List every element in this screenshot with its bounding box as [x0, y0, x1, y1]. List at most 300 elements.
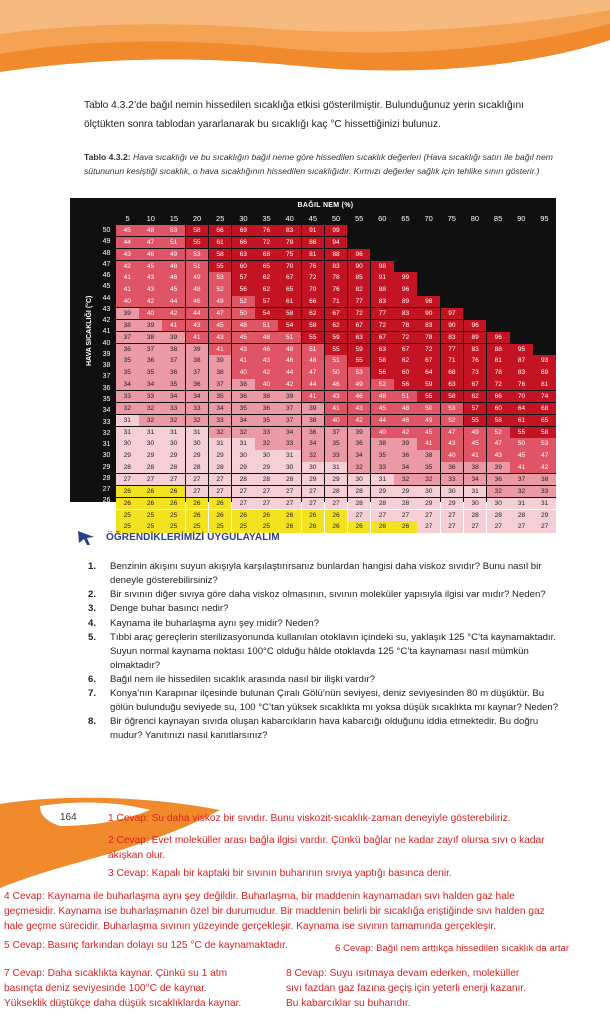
table-cell: 78 — [394, 320, 417, 331]
table-cell: 53 — [533, 438, 556, 449]
table-cell: 34 — [162, 391, 185, 402]
table-cell: 28 — [139, 462, 162, 473]
table-cell: 71 — [325, 296, 348, 307]
table-cell: 43 — [209, 332, 232, 343]
table-cell: 63 — [441, 379, 464, 390]
table-cell: 55 — [464, 415, 487, 426]
table-cell: 89 — [464, 332, 487, 343]
humidity-column-header: 35 — [262, 214, 271, 223]
table-cell: 76 — [325, 284, 348, 295]
table-cell: 34 — [394, 462, 417, 473]
table-cell: 39 — [116, 308, 139, 319]
table-cell: 46 — [255, 344, 278, 355]
answer-7-line: Yükseklik düştükçe daha düşük sıcaklıklarda kaynar. — [4, 998, 242, 1009]
table-cell: 26 — [302, 521, 325, 532]
table-cell: 41 — [209, 344, 232, 355]
table-cell: 57 — [464, 403, 487, 414]
table-cell: 54 — [278, 320, 301, 331]
table-cell: 48 — [162, 261, 185, 272]
table-cell: 50 — [510, 438, 533, 449]
table-cell: 72 — [255, 237, 278, 248]
table-cell: 40 — [255, 379, 278, 390]
humidity-column-header: 70 — [424, 214, 433, 223]
table-cell: 83 — [394, 308, 417, 319]
table-cell: 29 — [441, 498, 464, 509]
table-cell: 33 — [533, 486, 556, 497]
table-cell: 41 — [232, 355, 255, 366]
table-cell: 25 — [186, 521, 209, 532]
table-cell: 31 — [533, 498, 556, 509]
table-cell: 26 — [232, 510, 255, 521]
answer-4-line: 4 Cevap: Kaynama ile buharlaşma aynı şey değildir. Buharlaşma, bir maddenin kaynamadan sıvı halden gaz hale — [4, 891, 515, 902]
table-cell-empty — [510, 272, 533, 283]
table-cell: 67 — [371, 332, 394, 343]
table-cell: 77 — [371, 308, 394, 319]
humidity-column-header: 45 — [308, 214, 317, 223]
table-cell: 27 — [441, 510, 464, 521]
table-cell: 28 — [232, 474, 255, 485]
page-number: 164 — [60, 812, 77, 823]
humidity-column-header: 25 — [216, 214, 225, 223]
table-cell: 29 — [533, 510, 556, 521]
table-cell: 34 — [348, 450, 371, 461]
question-number: 8. — [88, 716, 97, 728]
table-cell: 29 — [162, 450, 185, 461]
table-cell: 32 — [232, 427, 255, 438]
table-cell: 42 — [533, 462, 556, 473]
table-cell: 55 — [186, 237, 209, 248]
table-cell: 26 — [255, 510, 278, 521]
table-cell: 29 — [371, 486, 394, 497]
table-cell: 51 — [186, 261, 209, 272]
table-cell: 99 — [394, 272, 417, 283]
table-cell: 26 — [162, 498, 185, 509]
table-cell: 58 — [533, 427, 556, 438]
table-cell: 43 — [116, 249, 139, 260]
table-cell: 45 — [232, 332, 255, 343]
table-cell: 38 — [255, 391, 278, 402]
table-cell-empty — [510, 296, 533, 307]
table-cell: 26 — [371, 521, 394, 532]
table-cell: 27 — [139, 474, 162, 485]
table-cell: 32 — [116, 403, 139, 414]
table-cell: 64 — [417, 367, 440, 378]
table-cell: 52 — [487, 427, 510, 438]
table-cell: 34 — [139, 379, 162, 390]
table-cell-empty — [441, 249, 464, 260]
table-cell: 27 — [325, 498, 348, 509]
table-cell: 32 — [510, 486, 533, 497]
table-cell-empty — [510, 320, 533, 331]
table-cell-empty — [533, 237, 556, 248]
question-item — [84, 602, 562, 616]
table-cell: 73 — [464, 367, 487, 378]
table-cell: 39 — [278, 391, 301, 402]
table-cell: 39 — [186, 344, 209, 355]
temperature-row-label: 48 — [102, 249, 111, 257]
table-cell: 37 — [116, 332, 139, 343]
table-cell: 38 — [533, 474, 556, 485]
table-cell: 43 — [232, 344, 255, 355]
question-text: Benzinin akışını suyun akışıyla karşılaştırırsanız bunlardan hangisi daha viskoz sıvıdır? Bunu nasıl bir deneyle gösterebilirsiniz? — [110, 561, 542, 586]
table-cell: 41 — [302, 391, 325, 402]
table-cell: 66 — [232, 237, 255, 248]
table-cell: 53 — [441, 403, 464, 414]
table-cell: 28 — [394, 498, 417, 509]
table-cell-empty — [533, 261, 556, 272]
table-cell: 29 — [209, 450, 232, 461]
table-cell: 72 — [371, 320, 394, 331]
intro-line: ölçtükten sonra tablodan yararlanarak bu sıcaklığı kaç °C hissettiğinizi bulunuz. — [84, 119, 441, 130]
table-cell: 27 — [116, 474, 139, 485]
table-cell: 25 — [116, 521, 139, 532]
table-cell: 34 — [116, 379, 139, 390]
table-cell: 47 — [209, 308, 232, 319]
table-cell: 67 — [278, 272, 301, 283]
temperature-axis-title: HAVA SICAKLIĞI (°C) — [86, 295, 93, 366]
table-cell: 66 — [209, 225, 232, 236]
temperature-row-label: 28 — [102, 474, 111, 482]
table-cell: 36 — [116, 344, 139, 355]
table-cell: 98 — [371, 261, 394, 272]
table-cell: 31 — [116, 427, 139, 438]
table-cell-empty — [441, 284, 464, 295]
table-cell: 71 — [441, 355, 464, 366]
table-cell: 30 — [232, 450, 255, 461]
table-cell: 26 — [394, 521, 417, 532]
table-cell-empty — [510, 308, 533, 319]
table-cell: 38 — [302, 415, 325, 426]
table-cell: 42 — [348, 415, 371, 426]
table-cell: 61 — [510, 415, 533, 426]
table-cell: 77 — [348, 296, 371, 307]
table-cell: 66 — [487, 391, 510, 402]
answer-2-line: akışkan olur. — [108, 850, 166, 861]
table-cell-empty — [533, 284, 556, 295]
table-cell: 46 — [139, 249, 162, 260]
temperature-row-label: 30 — [102, 452, 111, 460]
table-cell: 49 — [186, 272, 209, 283]
table-cell: 38 — [116, 320, 139, 331]
table-cell: 27 — [348, 510, 371, 521]
table-cell: 31 — [325, 462, 348, 473]
table-cell: 68 — [255, 249, 278, 260]
table-cell: 39 — [209, 355, 232, 366]
table-cell: 83 — [278, 225, 301, 236]
table-cell: 33 — [325, 450, 348, 461]
table-cell: 83 — [325, 261, 348, 272]
answer-1: 1 Cevap: Su daha viskoz bir sıvıdır. Bunu viskozit-sıcaklık-zaman deneyiyle gösterebiliriz. — [108, 813, 511, 824]
table-cell: 31 — [186, 427, 209, 438]
table-cell: 40 — [325, 415, 348, 426]
table-cell: 90 — [348, 261, 371, 272]
table-cell: 65 — [533, 415, 556, 426]
table-cell: 31 — [464, 486, 487, 497]
table-cell: 36 — [232, 391, 255, 402]
table-cell: 65 — [278, 284, 301, 295]
table-cell: 88 — [371, 284, 394, 295]
table-cell-empty — [441, 272, 464, 283]
table-cell: 35 — [325, 438, 348, 449]
table-cell: 26 — [278, 510, 301, 521]
table-cell: 41 — [510, 462, 533, 473]
table-cell: 55 — [302, 332, 325, 343]
table-cell: 55 — [417, 391, 440, 402]
table-cell: 26 — [139, 498, 162, 509]
table-cell: 35 — [209, 391, 232, 402]
table-cell: 48 — [302, 355, 325, 366]
table-cell: 32 — [417, 474, 440, 485]
temperature-row-label: 39 — [102, 350, 111, 358]
humidity-column-header: 15 — [169, 214, 179, 223]
temperature-row-label: 34 — [102, 407, 111, 415]
table-cell: 79 — [278, 237, 301, 248]
table-cell: 62 — [464, 391, 487, 402]
table-cell: 27 — [162, 474, 185, 485]
table-cell: 83 — [510, 367, 533, 378]
pointer-arrow-icon — [76, 528, 100, 546]
table-cell: 29 — [255, 462, 278, 473]
temperature-row-label: 26 — [102, 497, 111, 505]
table-cell-empty — [371, 225, 394, 236]
table-cell: 29 — [116, 450, 139, 461]
humidity-axis-title: BAĞIL NEM (%) — [297, 202, 354, 209]
table-cell: 31 — [162, 427, 185, 438]
table-cell: 62 — [394, 355, 417, 366]
table-cell: 45 — [371, 403, 394, 414]
humidity-column-headers — [116, 213, 556, 225]
question-item — [84, 715, 562, 743]
table-cell: 52 — [441, 415, 464, 426]
table-cell: 42 — [255, 367, 278, 378]
table-cell: 45 — [464, 438, 487, 449]
table-cell: 39 — [487, 462, 510, 473]
table-cell: 38 — [139, 332, 162, 343]
question-text: Tıbbi araç gereçlerin sterilizasyonunda kullanılan otoklavın içindeki su, yaklaşık 125 °C’ta kaynamaktadır. Suyun normal kaynama noktası 100°C olduğu hâlde otoklavda 125 °C’ta kaynaması nasıl mümkün olmaktadır? — [110, 631, 556, 671]
table-cell: 35 — [116, 367, 139, 378]
answer-8-line: 8 Cevap: Suyu ısıtmaya devam ederken, moleküller — [286, 968, 520, 979]
question-item — [84, 687, 562, 715]
table-cell: 25 — [162, 521, 185, 532]
table-cell-empty — [464, 237, 487, 248]
humidity-column-header: 90 — [517, 214, 526, 223]
table-cell-empty — [464, 308, 487, 319]
table-cell-empty — [533, 344, 556, 355]
table-cell: 68 — [533, 403, 556, 414]
table-cell: 56 — [232, 284, 255, 295]
table-cell: 32 — [162, 415, 185, 426]
table-cell: 38 — [186, 355, 209, 366]
table-cell-empty — [533, 225, 556, 236]
table-cell: 40 — [441, 450, 464, 461]
question-item — [84, 560, 562, 588]
table-cell: 38 — [371, 438, 394, 449]
table-cell: 30 — [348, 474, 371, 485]
table-cell-empty — [417, 237, 440, 248]
table-cell: 30 — [116, 438, 139, 449]
table-cell: 40 — [232, 367, 255, 378]
table-cell: 45 — [116, 225, 139, 236]
table-cell: 36 — [348, 438, 371, 449]
table-cell-empty — [441, 261, 464, 272]
table-cell: 33 — [371, 462, 394, 473]
table-cell: 91 — [371, 272, 394, 283]
table-cell: 44 — [186, 308, 209, 319]
table-cell: 27 — [278, 486, 301, 497]
table-cell: 32 — [139, 415, 162, 426]
table-cell: 25 — [209, 521, 232, 532]
table-cell: 60 — [232, 261, 255, 272]
question-text: Bir sıvının diğer sıvıya göre daha viskoz olmasının, sıvının moleküler yapısıyla ilgisi var mıdır? Neden? — [110, 589, 546, 601]
table-cell: 42 — [394, 427, 417, 438]
table-cell: 37 — [278, 403, 301, 414]
table-cell: 27 — [209, 486, 232, 497]
table-cell: 29 — [186, 450, 209, 461]
table-cell: 26 — [209, 498, 232, 509]
table-cell: 32 — [255, 438, 278, 449]
table-cell-empty — [394, 249, 417, 260]
table-cell: 27 — [417, 510, 440, 521]
table-cell: 31 — [139, 427, 162, 438]
table-cell-empty — [417, 225, 440, 236]
table-cell: 49 — [464, 427, 487, 438]
table-cell: 35 — [371, 450, 394, 461]
humidity-column-header: 95 — [540, 214, 549, 223]
table-cell: 45 — [209, 320, 232, 331]
table-cell-empty — [394, 237, 417, 248]
table-cell: 33 — [278, 438, 301, 449]
table-cell: 43 — [441, 438, 464, 449]
table-cell: 72 — [417, 344, 440, 355]
table-cell: 52 — [371, 379, 394, 390]
table-cell: 72 — [394, 332, 417, 343]
table-cell: 35 — [417, 462, 440, 473]
question-number: 1. — [88, 561, 97, 572]
table-cell: 41 — [162, 320, 185, 331]
table-cell: 44 — [116, 237, 139, 248]
table-cell: 38 — [209, 367, 232, 378]
table-cell: 88 — [325, 249, 348, 260]
table-cell: 27 — [302, 486, 325, 497]
table-cell: 27 — [441, 521, 464, 532]
table-cell: 27 — [464, 521, 487, 532]
table-cell: 29 — [417, 498, 440, 509]
table-cell: 50 — [232, 308, 255, 319]
question-item — [84, 588, 562, 602]
temperature-row-label: 44 — [102, 294, 111, 302]
table-cell: 72 — [302, 272, 325, 283]
humidity-column-header: 55 — [354, 214, 364, 223]
table-cell: 67 — [464, 379, 487, 390]
temperature-row-label: 31 — [102, 441, 111, 449]
table-cell: 96 — [348, 249, 371, 260]
table-cell: 51 — [325, 355, 348, 366]
table-cell-empty — [371, 249, 394, 260]
table-cell: 41 — [186, 332, 209, 343]
table-cell: 26 — [278, 521, 301, 532]
table-cell: 53 — [162, 225, 185, 236]
table-cell: 31 — [278, 450, 301, 461]
table-cell: 44 — [371, 415, 394, 426]
table-cell: 32 — [186, 415, 209, 426]
table-cell: 32 — [487, 486, 510, 497]
table-cell-empty — [371, 237, 394, 248]
table-cell-empty — [487, 225, 510, 236]
table-cell: 46 — [162, 272, 185, 283]
table-cell: 95 — [510, 344, 533, 355]
table-cell-empty — [533, 272, 556, 283]
table-cell: 48 — [371, 391, 394, 402]
table-cell: 38 — [417, 450, 440, 461]
temperature-row-label: 33 — [102, 418, 111, 426]
table-cell: 25 — [139, 510, 162, 521]
table-cell: 49 — [162, 249, 185, 260]
table-cell: 32 — [139, 403, 162, 414]
table-cell: 27 — [186, 486, 209, 497]
table-cell: 61 — [278, 296, 301, 307]
answer-6: 6 Cevap: Bağıl nem arttıkça hissedilen sıcaklık da artar — [335, 943, 570, 954]
table-cell: 51 — [255, 320, 278, 331]
table-cell: 59 — [348, 344, 371, 355]
table-cell-empty — [487, 261, 510, 272]
table-cell: 27 — [278, 498, 301, 509]
temperature-row-label: 43 — [102, 305, 111, 313]
table-cell: 41 — [325, 403, 348, 414]
question-number: 7. — [88, 688, 97, 700]
table-cell: 76 — [302, 261, 325, 272]
table-cell: 55 — [209, 261, 232, 272]
temperature-row-label: 32 — [102, 429, 111, 437]
table-cell: 69 — [232, 225, 255, 236]
table-cell-empty — [348, 237, 371, 248]
table-cell: 40 — [371, 427, 394, 438]
table-cell: 34 — [302, 438, 325, 449]
table-cell: 26 — [302, 510, 325, 521]
table-cell: 49 — [348, 379, 371, 390]
table-cell: 63 — [232, 249, 255, 260]
temperature-row-label: 36 — [102, 384, 111, 392]
table-cell: 43 — [325, 391, 348, 402]
table-cell: 39 — [348, 427, 371, 438]
table-cell: 45 — [510, 450, 533, 461]
table-cell: 38 — [464, 462, 487, 473]
table-cell: 28 — [116, 462, 139, 473]
caption-label: Tablo 4.3.2: — [84, 152, 131, 162]
humidity-column-header: 85 — [493, 214, 503, 223]
caption-text: Hava sıcaklığı ve bu sıcaklığın bağıl neme göre hissedilen sıcaklık değerleri (Hava sıcaklığı satırı ile bağıl nem sütununun kesiştiği sıcaklık, o hava sıcaklığının hissedilen sıcaklığıdır. Kırmızı değerler sağlık için tehlike sınırı gösterir.) — [84, 152, 553, 176]
question-number: 2. — [88, 589, 97, 601]
table-cell: 47 — [533, 450, 556, 461]
question-text: Bir öğrenci kaynayan sıvıda oluşan kabarcıkların hava kabarcığı olduğunu iddia etmektedir. Bu doğru mudur? Yanıtınızı nasıl kanıtlarsınız? — [110, 716, 539, 742]
table-cell: 29 — [394, 486, 417, 497]
table-cell: 25 — [139, 521, 162, 532]
table-cell-empty — [533, 249, 556, 260]
heat-index-grid — [116, 225, 556, 531]
table-cell: 27 — [232, 498, 255, 509]
table-cell: 43 — [255, 355, 278, 366]
table-cell: 38 — [162, 344, 185, 355]
answer-8-line: Bu kabarcıklar su buharıdır. — [286, 998, 411, 1009]
table-cell: 82 — [348, 284, 371, 295]
table-cell: 96 — [417, 296, 440, 307]
answer-5: 5 Cevap: Basınç farkından dolayı su 125 °C de kaynamaktadır. — [4, 940, 288, 951]
table-cell: 56 — [394, 379, 417, 390]
table-cell: 51 — [302, 344, 325, 355]
table-cell: 48 — [139, 225, 162, 236]
table-cell: 27 — [255, 498, 278, 509]
table-cell: 26 — [348, 521, 371, 532]
question-item — [84, 617, 562, 631]
